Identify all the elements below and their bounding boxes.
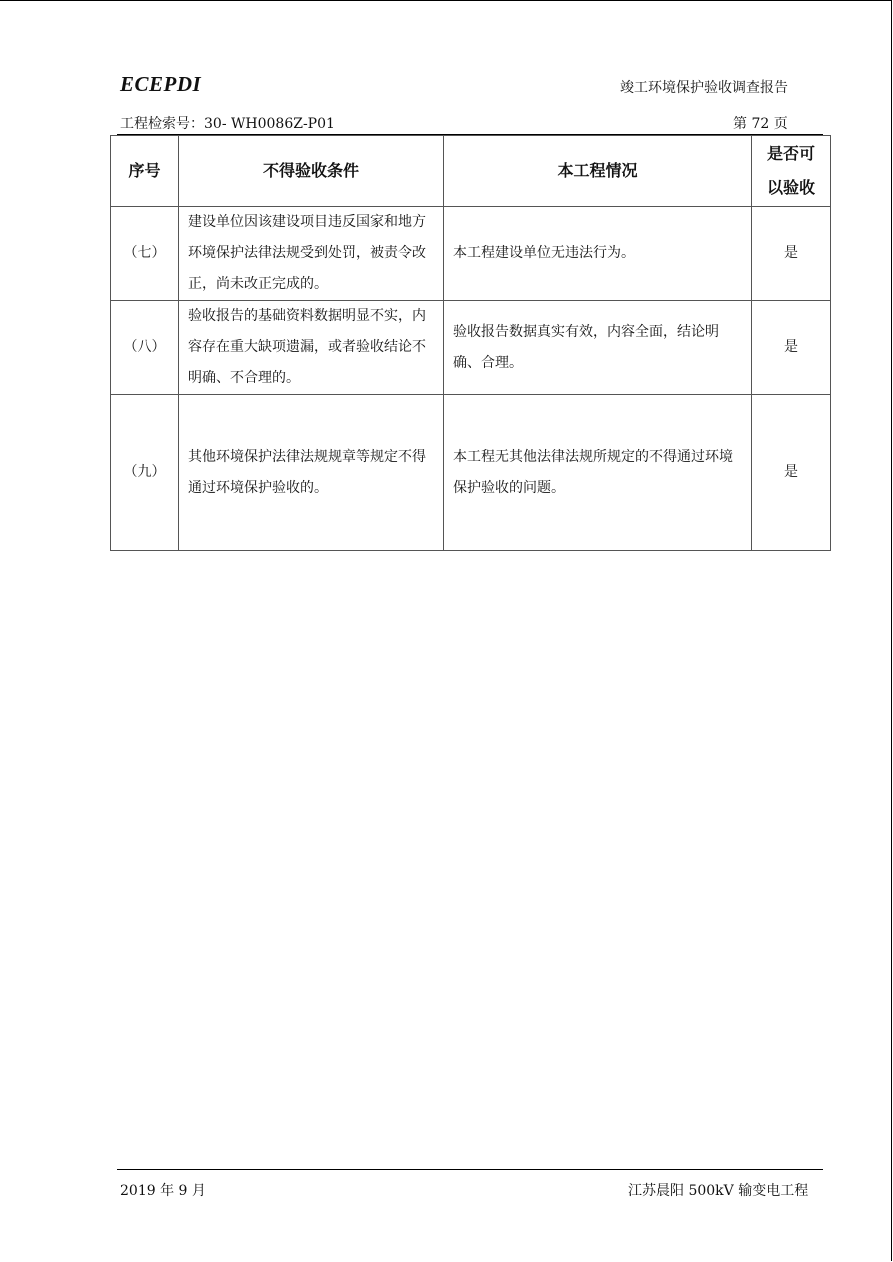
table-row	[111, 301, 831, 395]
table-row	[111, 395, 831, 551]
project-status-text: 本工程无其他法律法规所规定的不得通过环境保护验收的问题。	[444, 395, 752, 551]
column-header-acceptable: 是否可以验收	[752, 136, 831, 207]
footer-date: 2019 年 9 月	[120, 1183, 206, 1199]
condition-text: 建设单位因该建设项目违反国家和地方环境保护法律法规受到处罚，被责令改正，尚未改正完成的。	[179, 207, 444, 301]
condition-text: 验收报告的基础资料数据明显不实，内容存在重大缺项遗漏，或者验收结论不明确、不合理的。	[179, 301, 444, 395]
column-header-no: 序号	[111, 136, 179, 207]
acceptance-conditions-table	[110, 135, 831, 551]
footer-project-name: 江苏晨阳 500kV 输变电工程	[628, 1183, 809, 1199]
condition-text: 其他环境保护法律法规规章等规定不得通过环境保护验收的。	[179, 395, 444, 551]
acceptable-value: 是	[752, 301, 831, 395]
page-number: 第 72 页	[733, 116, 788, 132]
column-header-status: 本工程情况	[444, 136, 752, 207]
footer-divider	[117, 1169, 823, 1170]
acceptable-value: 是	[752, 395, 831, 551]
project-status-text: 验收报告数据真实有效，内容全面，结论明确、合理。	[444, 301, 752, 395]
project-status-text: 本工程建设单位无违法行为。	[444, 207, 752, 301]
column-header-condition: 不得验收条件	[179, 136, 444, 207]
table-header-row	[111, 136, 831, 207]
row-number: （七）	[111, 207, 179, 301]
acceptable-value: 是	[752, 207, 831, 301]
row-number: （八）	[111, 301, 179, 395]
retrieval-number: 工程检索号：30- WH0086Z-P01	[120, 116, 335, 132]
table-row	[111, 207, 831, 301]
report-title: 竣工环境保护验收调查报告	[620, 80, 788, 96]
row-number: （九）	[111, 395, 179, 551]
company-logo: ECEPDI	[120, 72, 202, 96]
